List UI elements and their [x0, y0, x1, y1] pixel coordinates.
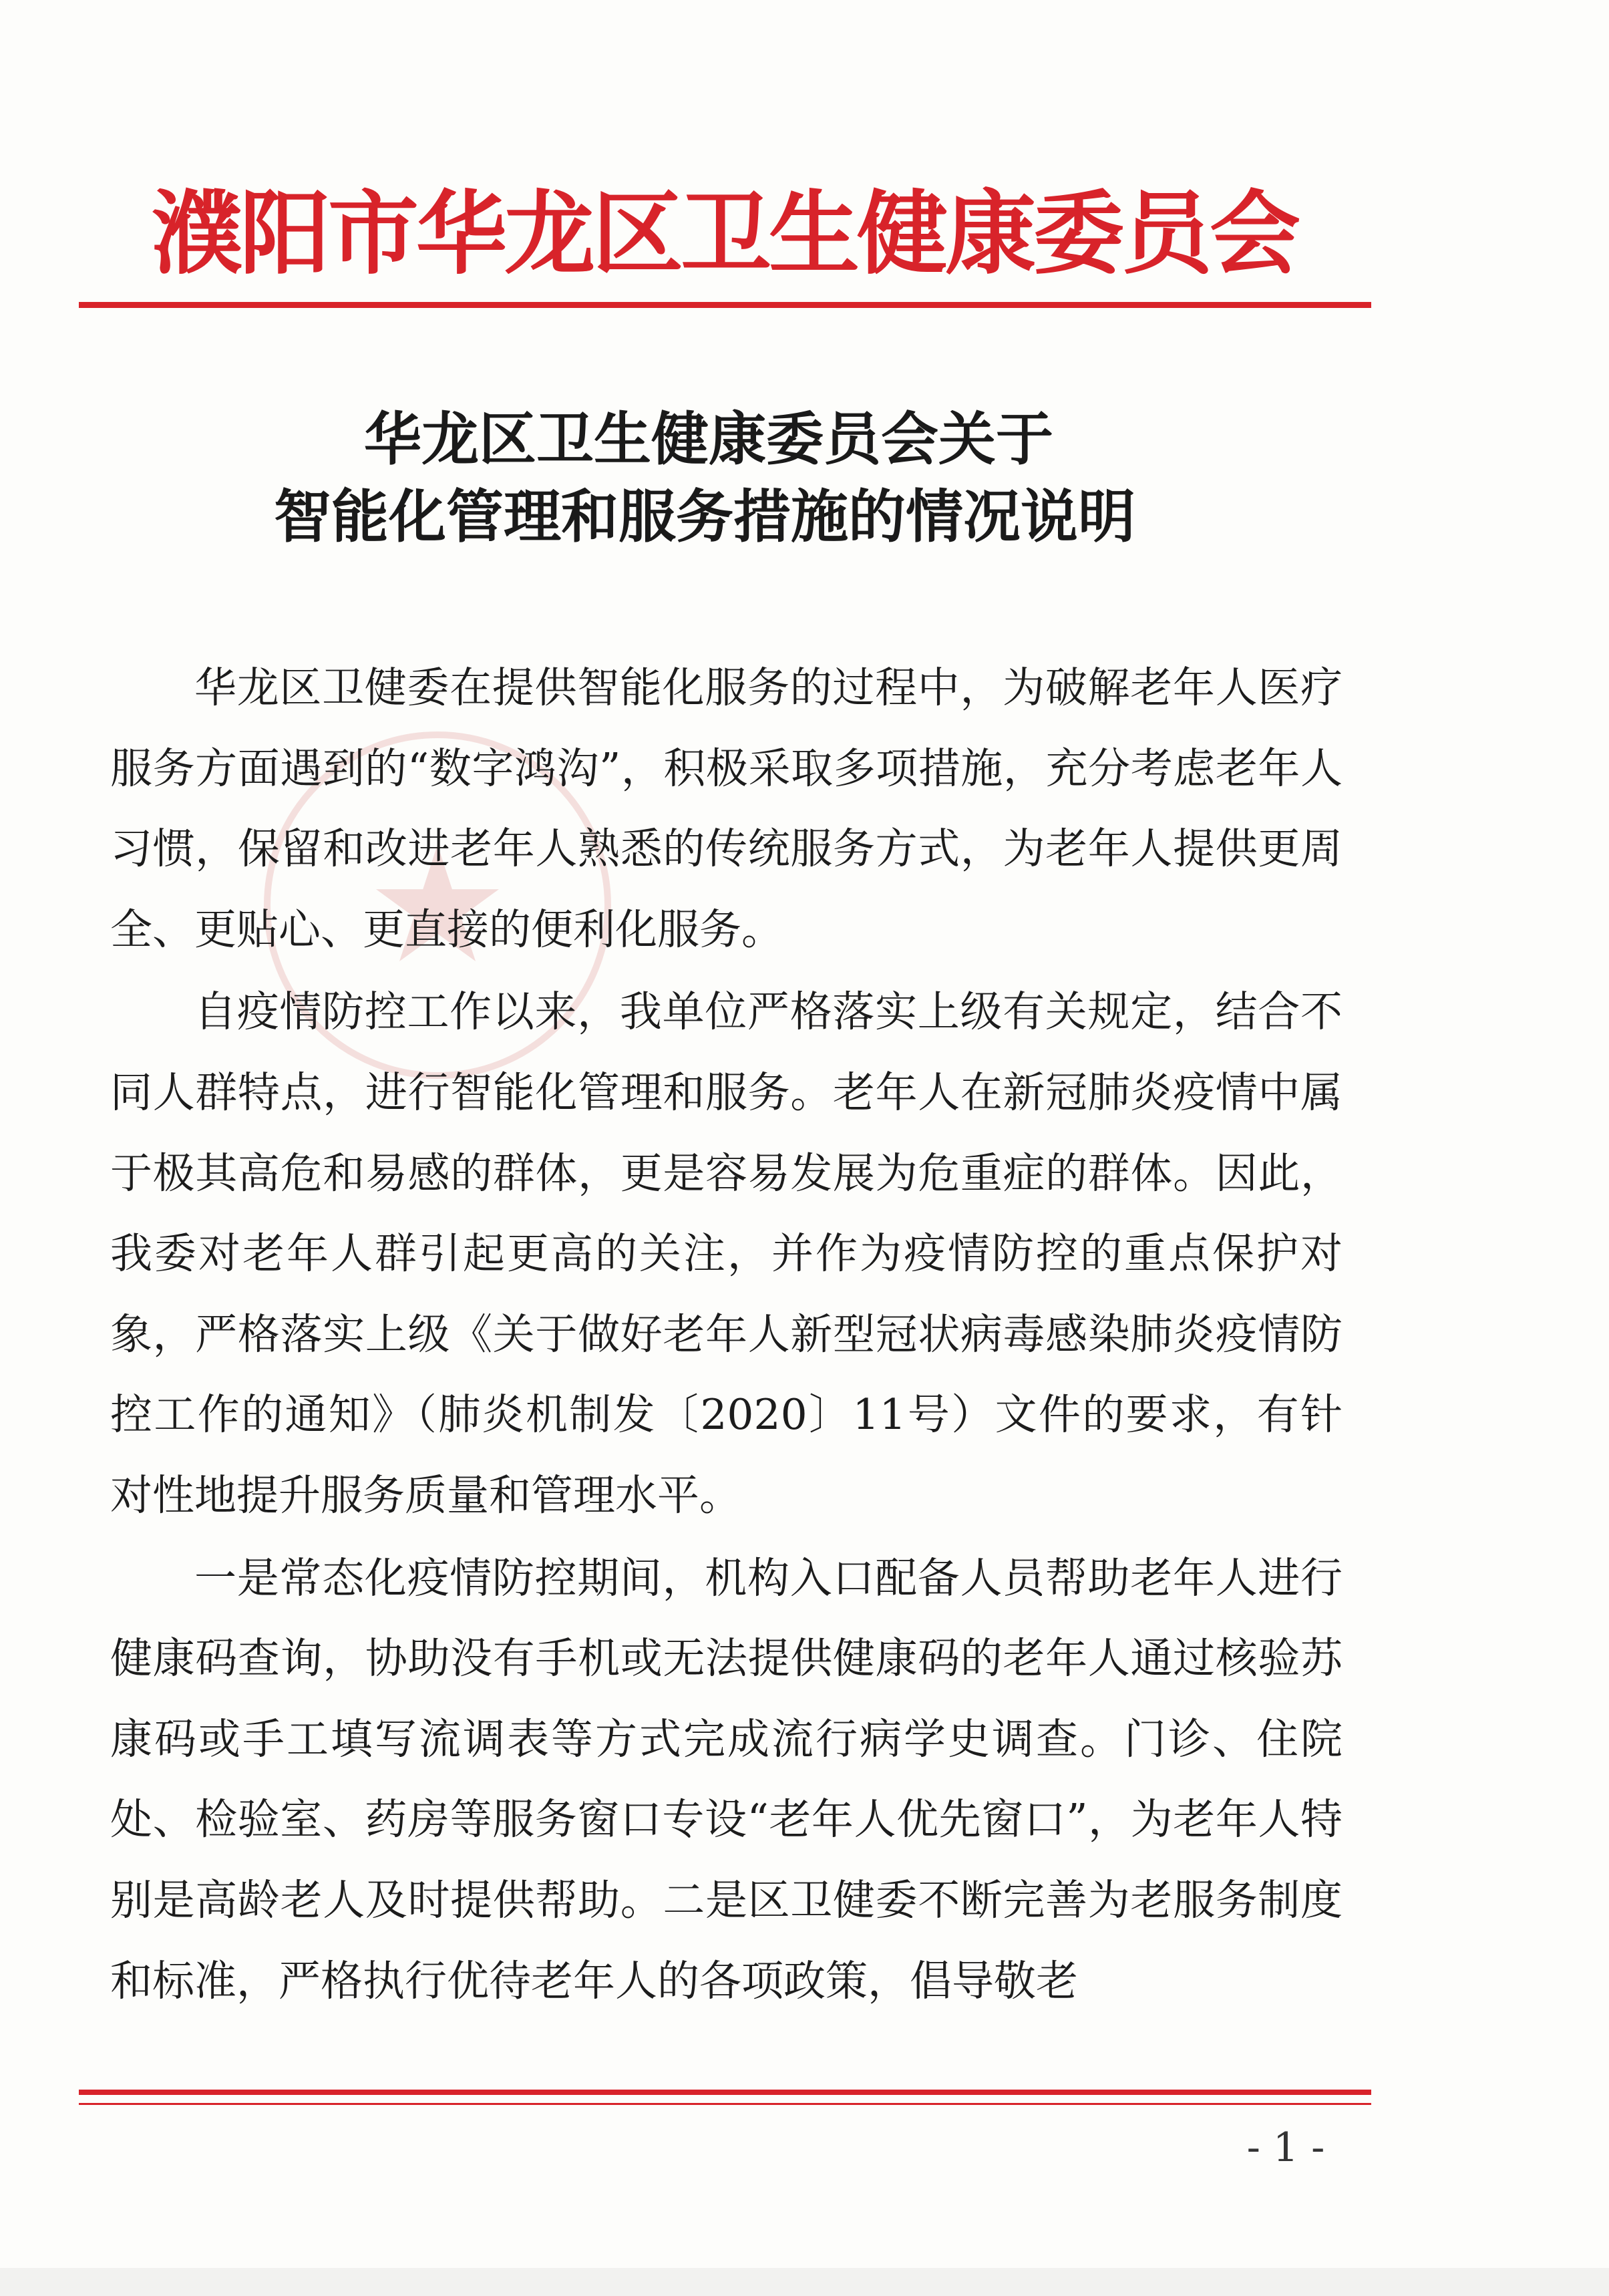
page-number: - 1 -	[1246, 2124, 1325, 2171]
footer-red-rule-thick	[79, 2090, 1371, 2095]
body-paragraph-2: 自疫情防控工作以来，我单位严格落实上级有关规定，结合不同人群特点，进行智能化管理和服务。老年人在新冠肺炎疫情中属于极其高危和易感的群体，更是容易发展为危重症的群体。因此，我委对老年人群引起更高的关注，并作为疫情防控的重点保护对象，严格落实上级《关于做好老年人新型冠状病毒感染肺炎疫情防控工作的通知》（肺炎机制发〔2020〕11号）文件的要求，有针对性地提升服务质量和管理水平。	[110, 987, 1343, 1520]
scan-bottom-edge	[0, 2268, 1609, 2296]
footer-red-rule-thin	[79, 2103, 1371, 2105]
body-paragraph-1: 华龙区卫健委在提供智能化服务的过程中，为破解老年人医疗服务方面遇到的“数字鸿沟”，积极采取多项措施，充分考虑老年人习惯，保留和改进老年人熟悉的传统服务方式，为老年人提供更周全、更贴心、更直接的便利化服务。	[110, 663, 1343, 954]
document-body	[110, 648, 1343, 2023]
letterhead-organization: 濮阳市华龙区卫生健康委员会	[152, 180, 1298, 287]
title-line-2: 智能化管理和服务措施的情况说明	[274, 484, 1135, 550]
title-line-1: 华龙区卫生健康委员会关于	[364, 406, 1053, 473]
document-title	[107, 401, 1503, 556]
faded-official-seal: ★	[264, 731, 611, 1079]
body-paragraph-3: 一是常态化疫情防控期间，机构入口配备人员帮助老年人进行健康码查询，协助没有手机或无法提供健康码的老年人通过核验苏康码或手工填写流调表等方式完成流行病学史调查。门诊、住院处、检验室、药房等服务窗口专设“老年人优先窗口”，为老年人特别是高龄老人及时提供帮助。二是区卫健委不断完善为老服务制度和标准，严格执行优待老年人的各项政策，倡导敬老	[110, 1553, 1343, 2005]
letterhead-red-rule	[79, 302, 1371, 308]
